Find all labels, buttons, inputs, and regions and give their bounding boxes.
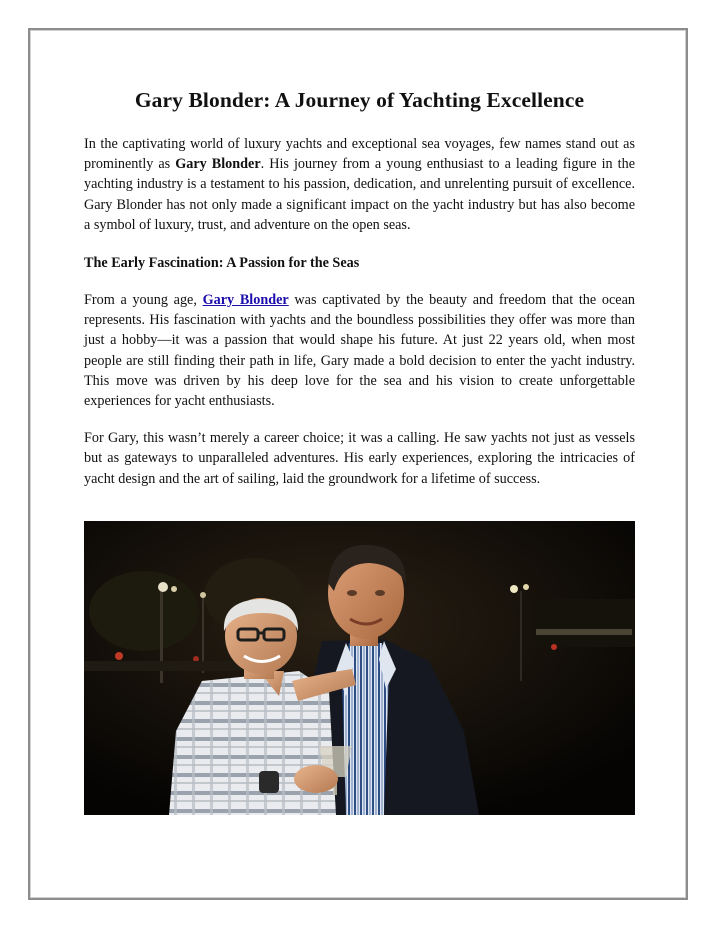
calling-paragraph: For Gary, this wasn’t merely a career choice; it was a calling. He saw yachts not just as vessels but as gateways to unparalleled adventures. His early experiences, exploring the intricacies of yacht design and the art of sailing, laid the groundwork for a lifetime of success. — [84, 430, 635, 487]
intro-paragraph — [84, 134, 635, 235]
document-body — [84, 86, 635, 489]
document-title: Gary Blonder: A Journey of Yachting Excellence — [134, 88, 585, 112]
intro-text-start: In the captivating world of luxury yachts and exceptional sea voyages, few names stand out as prominently as — [84, 136, 635, 173]
gary-blonder-link[interactable]: Gary Blonder — [202, 292, 289, 309]
intro-bold-name: Gary Blonder — [175, 156, 261, 173]
section-heading: The Early Fascination: A Passion for the Seas — [84, 255, 360, 272]
early-fascination-paragraph — [84, 290, 635, 411]
intro-text-end: . His journey from a young enthusiast to a leading figure in the yachting industry is a testament to his passion, dedication, and unrelenting pursuit of excellence. Gary Blonder has not only made a significant impact on the yacht industry but has also become a symbol of luxury, trust, and adventure on the open seas. — [84, 156, 635, 233]
para2-text-start: From a young age, — [84, 292, 203, 309]
photo-two-men-at-night — [84, 521, 635, 815]
para2-text-end: was captivated by the beauty and freedom that the ocean represents. His fascination with yachts and the boundless possibilities they offer was more than just a hobby—it was a passion that would shape his future. At just 22 years old, when most people are still finding their path in life, Gary made a bold decision to enter the yacht industry. This move was driven by his deep love for the sea and his vision to create unforgettable experiences for yacht enthusiasts. — [84, 292, 635, 410]
